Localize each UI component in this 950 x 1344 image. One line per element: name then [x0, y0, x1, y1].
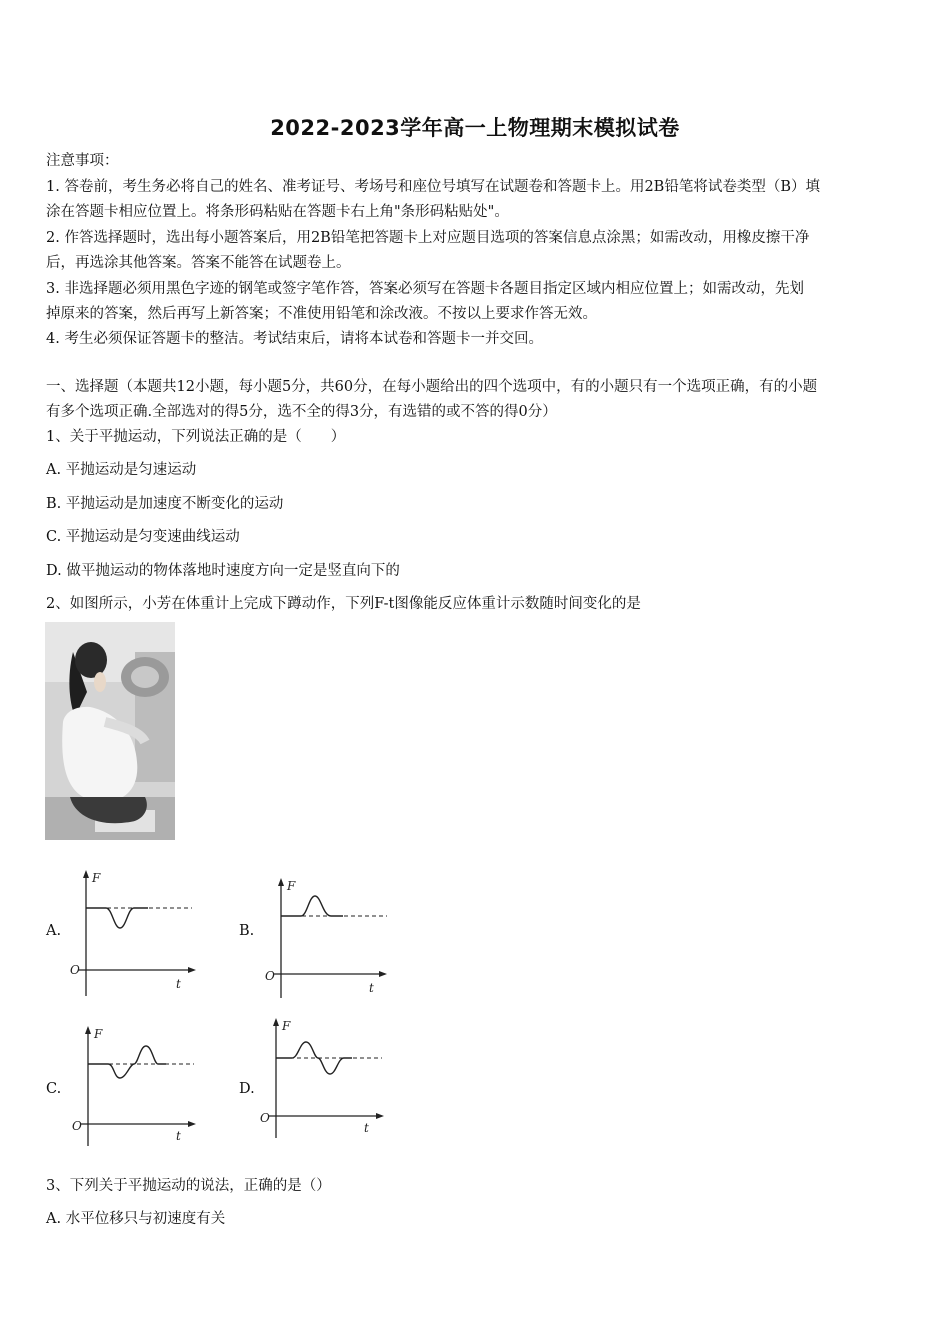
y-axis-label: F — [92, 871, 101, 885]
graph-option-d — [258, 1016, 393, 1140]
origin-label: O — [70, 963, 80, 977]
graph-option-a — [68, 868, 198, 1000]
graph-option-label-b: B. — [239, 923, 255, 939]
x-axis-label: t — [176, 977, 181, 991]
graph-option-b — [263, 876, 393, 1000]
question-1-option-c: C. 平抛运动是匀变速曲线运动 — [46, 529, 240, 545]
graph-option-label-c: C. — [46, 1081, 62, 1097]
squatting-girl-photo — [45, 622, 175, 840]
y-axis-label: F — [287, 879, 296, 893]
graph-option-label-d: D. — [239, 1081, 255, 1097]
notice-line: 1. 答卷前，考生务必将自己的姓名、准考证号、考场号和座位号填写在试题卷和答题卡上。用2B铅笔将试卷类型（B）填 — [46, 179, 820, 195]
notice-line: 4. 考生必须保证答题卡的整洁。考试结束后，请将本试卷和答题卡一并交回。 — [46, 331, 543, 347]
notice-line: 掉原来的答案，然后再写上新答案；不准使用铅笔和涂改液。不按以上要求作答无效。 — [46, 306, 597, 322]
question-3-stem: 3、下列关于平抛运动的说法，正确的是（） — [46, 1178, 331, 1194]
x-axis-label: t — [364, 1121, 369, 1135]
page-title: 2022-2023学年高一上物理期末模拟试卷 — [270, 116, 680, 140]
graph-option-label-a: A. — [46, 923, 62, 939]
question-3-option-a: A. 水平位移只与初速度有关 — [46, 1211, 226, 1227]
graph-option-c — [70, 1024, 200, 1148]
notice-line: 3. 非选择题必须用黑色字迹的钢笔或签字笔作答，答案必须写在答题卡各题目指定区域内相应位置上；如需改动，先划 — [46, 281, 804, 297]
notice-line: 2. 作答选择题时，选出每小题答案后，用2B铅笔把答题卡上对应题目选项的答案信息点涂黑；如需改动，用橡皮擦干净 — [46, 230, 810, 246]
question-1-option-a: A. 平抛运动是匀速运动 — [46, 462, 197, 478]
notice-line: 涂在答题卡相应位置上。将条形码粘贴在答题卡右上角"条形码粘贴处"。 — [46, 204, 509, 220]
x-axis-label: t — [369, 981, 374, 995]
notice-heading: 注意事项： — [46, 153, 119, 169]
notice-line: 后，再选涂其他答案。答案不能答在试题卷上。 — [46, 255, 351, 271]
origin-label: O — [72, 1119, 82, 1133]
question-1-option-d: D. 做平抛运动的物体落地时速度方向一定是竖直向下的 — [46, 563, 400, 579]
section-instructions: 有多个选项正确.全部选对的得5分，选不全的得3分，有选错的或不答的得0分） — [46, 404, 557, 420]
section-instructions: 一、选择题（本题共12小题，每小题5分，共60分，在每小题给出的四个选项中，有的小题只有一个选项正确，有的小题 — [46, 379, 818, 395]
question-1-option-b: B. 平抛运动是加速度不断变化的运动 — [46, 496, 284, 512]
y-axis-label: F — [94, 1027, 103, 1041]
question-2-stem: 2、如图所示，小芳在体重计上完成下蹲动作，下列F-t图像能反应体重计示数随时间变化的是 — [46, 596, 641, 612]
y-axis-label: F — [282, 1019, 291, 1033]
origin-label: O — [265, 969, 275, 983]
question-1-stem: 1、关于平抛运动，下列说法正确的是（ ） — [46, 429, 346, 445]
x-axis-label: t — [176, 1129, 181, 1143]
origin-label: O — [260, 1111, 270, 1125]
